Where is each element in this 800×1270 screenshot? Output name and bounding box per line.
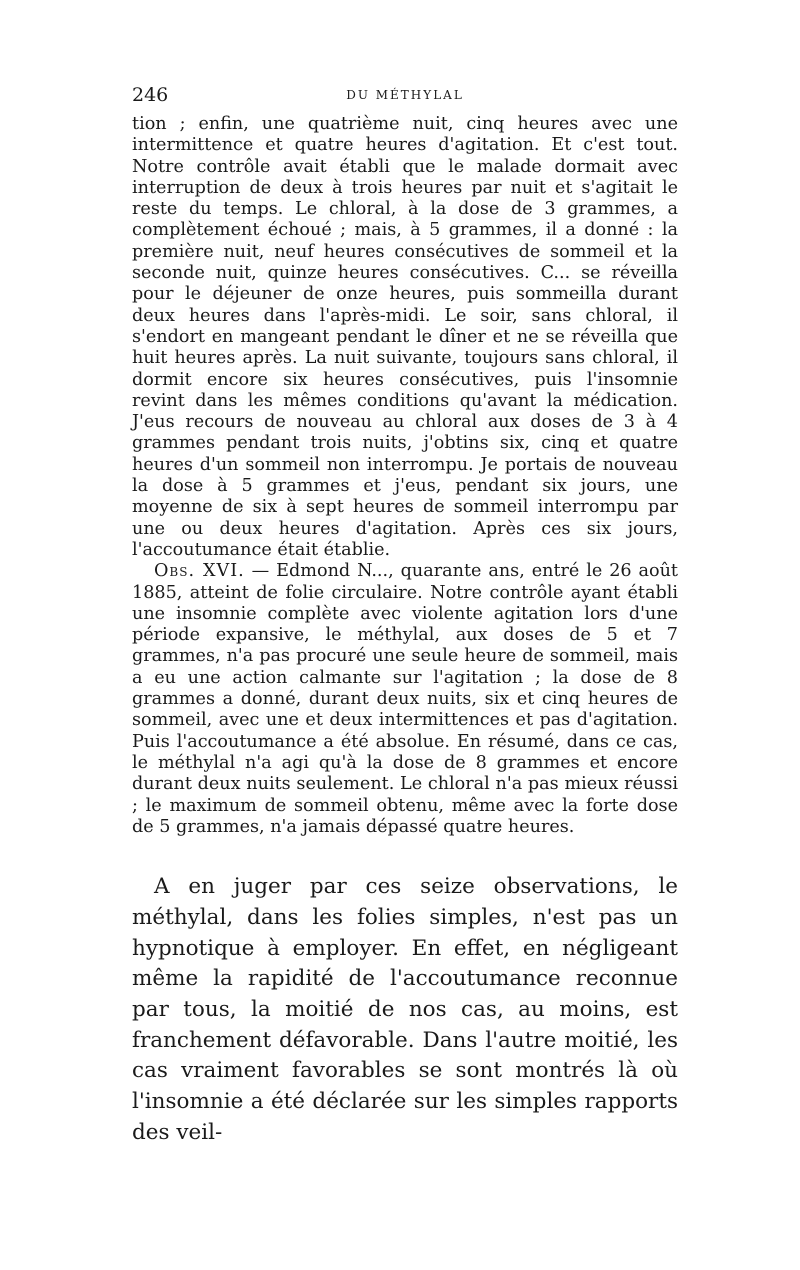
conclusion-paragraph: A en juger par ces seize observations, le méthylal, dans les folies simples, n'est pas un hypnotique à employer. En effet, en négligeant même la rapidité de l'accoutumance reconnue par tous, la moitié de nos cas, au moins, est franchement défavorable. Dans l'autre moitié, les cas vraiment favorables se sont montrés là où l'insomnie a été déclarée sur les simples rapports des veil- bbox=[132, 874, 678, 1145]
page-header bbox=[132, 84, 678, 114]
large-print-section bbox=[132, 872, 678, 1148]
small-print-section bbox=[132, 114, 678, 838]
observation-text: — Edmond N..., quarante ans, entré le 26 août 1885, atteint de folie circulaire. Notre contrôle ayant établi une insomnie complète avec violente agitation lors d'une période expansive, le méthylal, aux doses de 5 et 7 grammes, n'a pas procuré une seule heure de sommeil, mais a eu une action calmante sur l'agitation ; la dose de 8 grammes a donné, durant deux nuits, six et cinq heures de sommeil, avec une et deux intermittences et pas d'agitation. Puis l'accoutumance a été absolue. En résumé, dans ce cas, le méthylal n'a agi qu'à la dose de 8 grammes et encore durant deux nuits seulement. Le chloral n'a pas mieux réussi ; le maximum de sommeil obtenu, même avec la forte dose de 5 grammes, n'a jamais dépassé quatre heures. bbox=[132, 561, 679, 837]
running-title: DU MÉTHYLAL bbox=[346, 88, 464, 102]
continued-paragraph: tion ; enfin, une quatrième nuit, cinq heures avec une intermittence et quatre heures d'agitation. Et c'est tout. Notre contrôle avait établi que le malade dormait avec interruption de deux à trois heures par nuit et s'agitait le reste du temps. Le chloral, à la dose de 3 grammes, a complètement échoué ; mais, à 5 grammes, il a donné : la première nuit, neuf heures consécutives de sommeil et la seconde nuit, quinze heures consécutives. C... se réveilla pour le déjeuner de onze heures, puis sommeilla durant deux heures dans l'après-midi. Le soir, sans chloral, il s'endort en mangeant pendant le dîner et ne se réveilla que huit heures après. La nuit suivante, toujours sans chloral, il dormit encore six heures consécutives, puis l'insomnie revint dans les mêmes conditions qu'avant la médication. J'eus recours de nouveau au chloral aux doses de 3 à 4 grammes pendant trois nuits, j'obtins six, cinq et quatre heures d'un sommeil non interrompu. Je portais de nouveau la dose à 5 grammes et j'eus, pendant six jours, une moyenne de six à sept heures de sommeil interrompu par une ou deux heures d'agitation. Après ces six jours, l'accoutumance était établie. bbox=[132, 114, 678, 560]
observation-paragraph bbox=[132, 561, 678, 838]
page-number: 246 bbox=[132, 84, 169, 106]
book-page bbox=[132, 84, 678, 1148]
observation-label: Obs. XVI. bbox=[154, 561, 245, 582]
